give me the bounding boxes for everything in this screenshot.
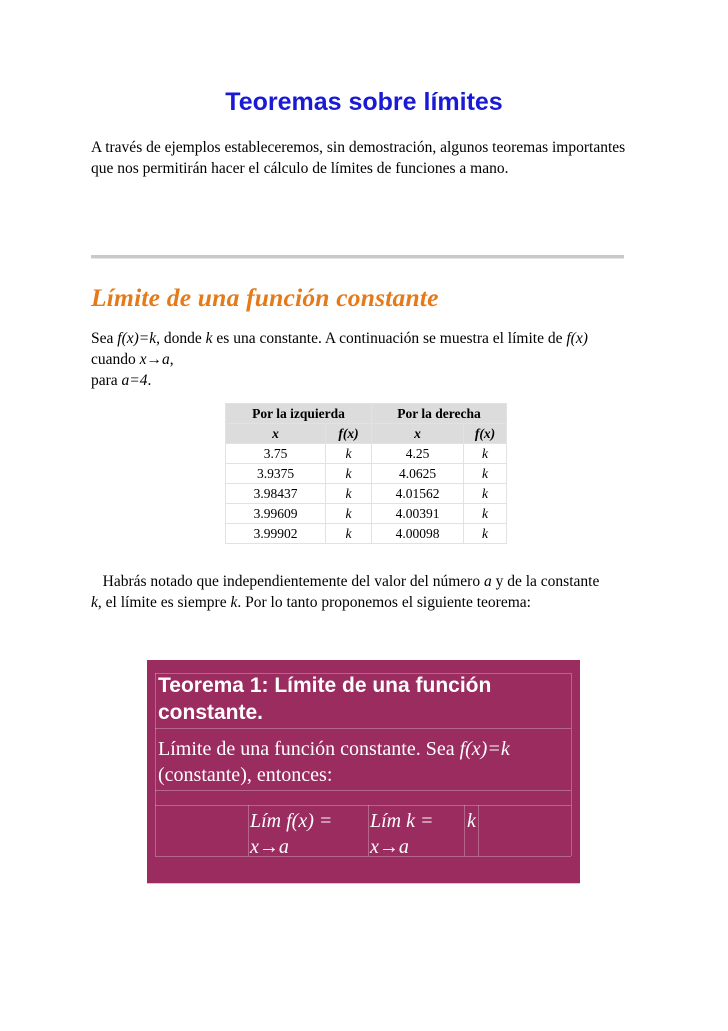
column-header-x: x <box>372 424 464 444</box>
text-run: , el límite es siempre <box>97 594 231 611</box>
theorem-title: Teorema 1: Límite de una función constante. <box>158 674 492 724</box>
theorem-box <box>147 660 580 883</box>
text-run: Sea <box>91 330 118 347</box>
limit-result: k <box>467 810 476 832</box>
math-a: a <box>483 573 492 590</box>
table-row <box>226 484 507 504</box>
cell-fx-left: k <box>326 504 372 524</box>
left-limit-header: Por la izquierda <box>226 404 372 424</box>
conclusion-paragraph <box>91 571 611 613</box>
cell-fx-left: k <box>326 524 372 544</box>
limit-approach-label: x→a <box>250 836 289 858</box>
cell-fx-right: k <box>464 524 507 544</box>
math-k: k <box>230 594 238 611</box>
text-run: , <box>169 351 174 368</box>
cell-x-right: 4.00098 <box>372 524 464 544</box>
limit-fx-label: Lím f(x) = <box>250 810 333 832</box>
text-run: Límite de una función constante. Sea <box>158 738 460 760</box>
right-limit-header: Por la derecha <box>372 404 507 424</box>
cell-fx-left: k <box>326 444 372 464</box>
intro-paragraph: A través de ejemplos estableceremos, sin demostración, algunos teoremas importantes que nos permitirán hacer el cálculo de límites de funciones a mano. <box>91 139 626 177</box>
table-row <box>226 444 507 464</box>
grid-line <box>368 805 369 856</box>
cell-x-left: 3.99609 <box>226 504 326 524</box>
text-run: y de la constante <box>491 573 600 590</box>
text-run: cuando <box>91 351 140 368</box>
cell-x-right: 4.01562 <box>372 484 464 504</box>
limit-expression-fx <box>250 808 332 860</box>
section-divider <box>91 255 624 259</box>
grid-line <box>464 805 465 856</box>
grid-line <box>155 805 571 806</box>
cell-x-left: 3.75 <box>226 444 326 464</box>
text-run: es una constante. A continuación se muestra el límite de <box>212 330 567 347</box>
math-fx: f(x) <box>566 330 588 347</box>
cell-x-right: 4.0625 <box>372 464 464 484</box>
text-run: . <box>147 372 152 389</box>
cell-x-left: 3.99902 <box>226 524 326 544</box>
grid-line <box>248 805 249 856</box>
cell-fx-left: k <box>326 484 372 504</box>
theorem-content <box>147 660 580 883</box>
cell-x-right: 4.25 <box>372 444 464 464</box>
math-f-eq-k: f(x)=k <box>459 738 510 760</box>
table-row <box>226 464 507 484</box>
column-header-fx: f(x) <box>464 424 507 444</box>
grid-line <box>155 856 571 857</box>
cell-fx-right: k <box>464 444 507 464</box>
limit-expression-k <box>370 808 434 860</box>
limit-table <box>225 403 507 544</box>
math-k: k <box>205 330 213 347</box>
grid-line <box>155 673 156 856</box>
section-paragraph <box>91 328 631 391</box>
math-f-eq-k: f(x)=k <box>117 330 157 347</box>
math-k: k <box>91 594 98 611</box>
cell-fx-left: k <box>326 464 372 484</box>
grid-line <box>155 790 571 791</box>
limit-k-label: Lím k = <box>370 810 434 832</box>
grid-line <box>478 805 479 856</box>
cell-fx-right: k <box>464 464 507 484</box>
page-title: Teoremas sobre límites <box>225 88 503 116</box>
text-run: Habrás notado que independientemente del valor del número <box>102 573 484 590</box>
limit-approach-label: x→a <box>370 836 409 858</box>
column-header-fx: f(x) <box>326 424 372 444</box>
cell-x-left: 3.98437 <box>226 484 326 504</box>
cell-x-right: 4.00391 <box>372 504 464 524</box>
text-run: para <box>91 372 122 389</box>
theorem-statement <box>158 736 573 788</box>
text-run: (constante), entonces: <box>158 764 333 786</box>
text-run: . Por lo tanto proponemos el siguiente teorema: <box>237 594 531 611</box>
column-header-x: x <box>226 424 326 444</box>
grid-line <box>155 728 571 729</box>
table-row <box>226 504 507 524</box>
cell-fx-right: k <box>464 504 507 524</box>
math-x-to-a: x→a <box>139 351 170 368</box>
math-a-eq-4: a=4 <box>121 372 148 389</box>
table-row <box>226 524 507 544</box>
text-run: , donde <box>156 330 206 347</box>
cell-fx-right: k <box>464 484 507 504</box>
section-heading: Límite de una función constante <box>91 283 439 312</box>
cell-x-left: 3.9375 <box>226 464 326 484</box>
